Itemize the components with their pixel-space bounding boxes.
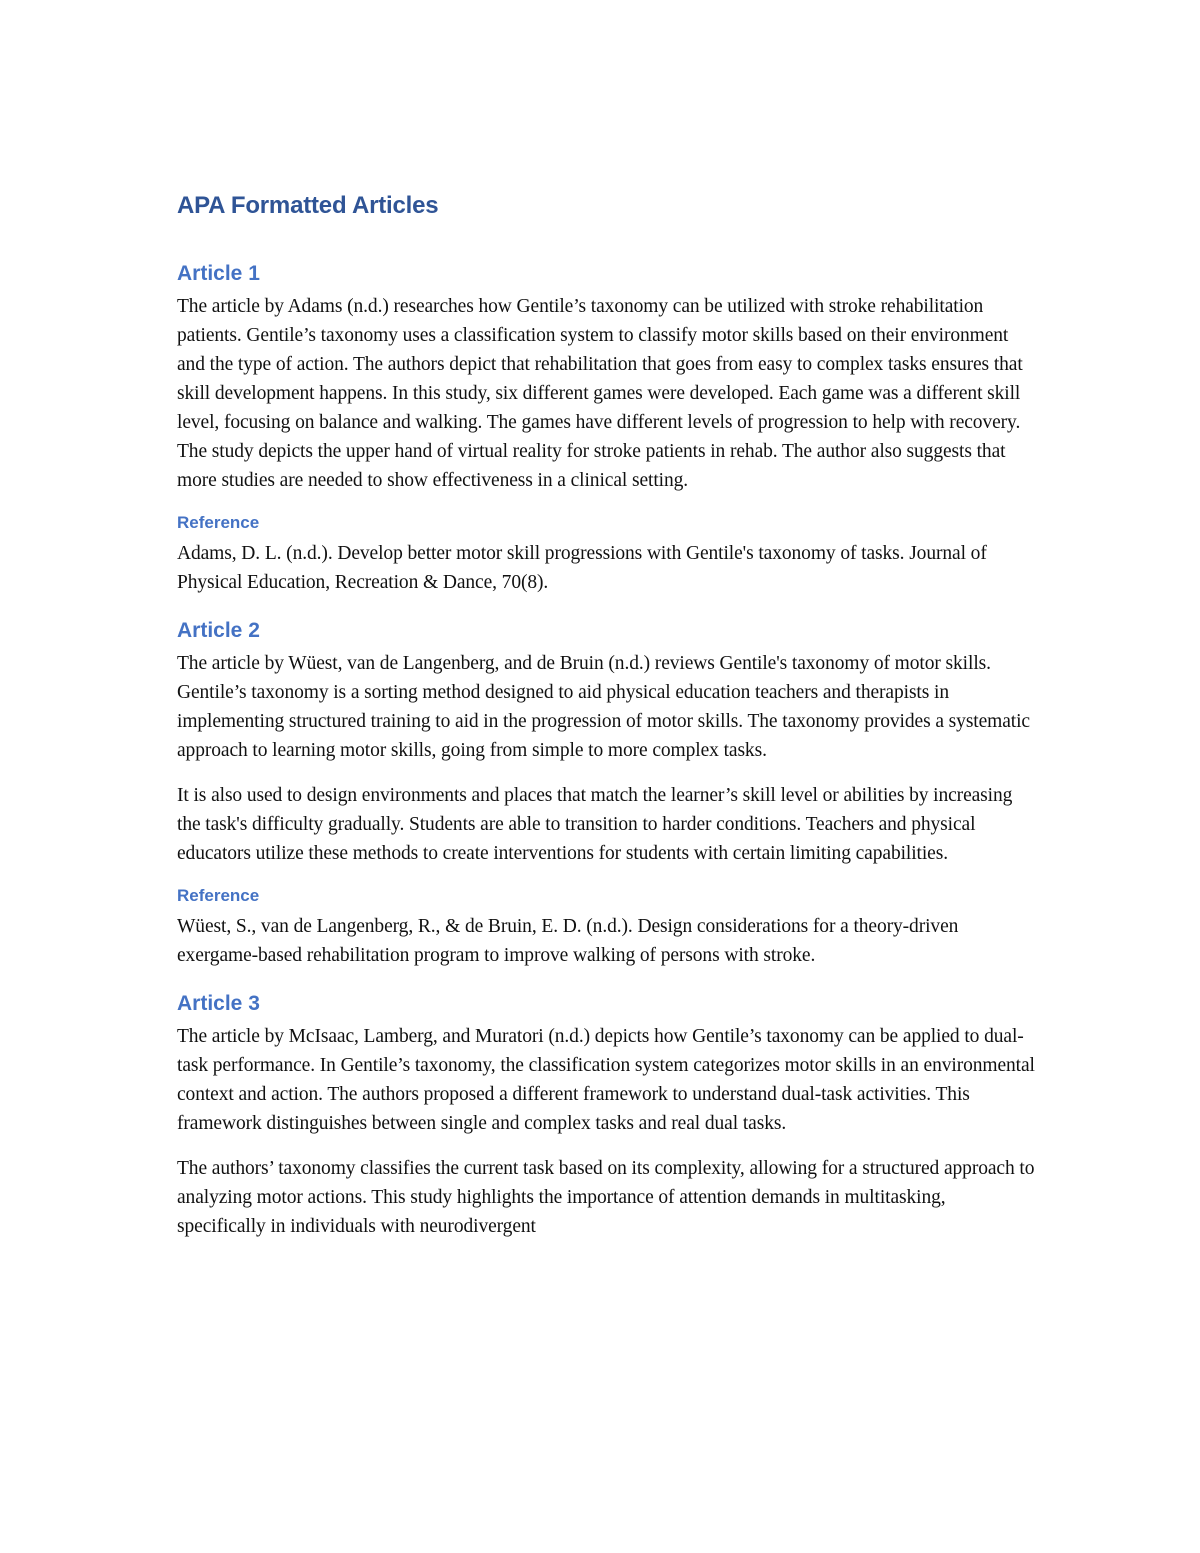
- article-2-reference-citation: Wüest, S., van de Langenberg, R., & de Bruin, E. D. (n.d.). Design considerations for a theory-driven exergame-based rehabilitation program to improve walking of persons with stroke.: [177, 916, 959, 966]
- article-2-summary-paragraph-1: The article by Wüest, van de Langenberg, and de Bruin (n.d.) reviews Gentile's taxonomy of motor skills. Gentile’s taxonomy is a sorting method designed to aid physical education teachers and therapists in implementing structured training to aid in the progression of motor skills. The taxonomy provides a systematic approach to learning motor skills, going from simple to more complex tasks.: [177, 653, 1030, 761]
- article-3-summary-paragraph-1: The article by McIsaac, Lamberg, and Muratori (n.d.) depicts how Gentile’s taxonomy can be applied to dual-task performance. In Gentile’s taxonomy, the classification system categorizes motor skills in an environmental context and action. The authors proposed a different framework to understand dual-task activities. This framework distinguishes between single and complex tasks and real dual tasks.: [177, 1026, 1035, 1134]
- article-3-heading: Article 3: [177, 992, 260, 1015]
- document-body: [177, 190, 1037, 1257]
- article-1-section: [177, 260, 1037, 597]
- article-2-heading: Article 2: [177, 619, 260, 642]
- article-1-reference-citation: Adams, D. L. (n.d.). Develop better motor skill progressions with Gentile's taxonomy of tasks. Journal of Physical Education, Recreation & Dance, 70(8).: [177, 543, 987, 593]
- article-3-section: [177, 990, 1037, 1241]
- article-2-reference-heading: Reference: [177, 886, 260, 905]
- article-1-summary-paragraph: The article by Adams (n.d.) researches how Gentile’s taxonomy can be utilized with stroke rehabilitation patients. Gentile’s taxonomy uses a classification system to classify motor skills based on their environment and the type of action. The authors depict that rehabilitation that goes from easy to complex tasks ensures that skill development happens. In this study, six different games were developed. Each game was a different skill level, focusing on balance and walking. The games have different levels of progression to help with recovery. The study depicts the upper hand of virtual reality for stroke patients in rehab. The author also suggests that more studies are needed to show effectiveness in a clinical setting.: [177, 296, 1023, 491]
- article-2-section: [177, 617, 1037, 970]
- article-1-reference-heading: Reference: [177, 513, 260, 532]
- article-1-heading: Article 1: [177, 262, 260, 285]
- article-2-summary-paragraph-2: It is also used to design environments and places that match the learner’s skill level or abilities by increasing the task's difficulty gradually. Students are able to transition to harder conditions. Teachers and physical educators utilize these methods to create interventions for students with certain limiting capabilities.: [177, 785, 1013, 864]
- document-title: APA Formatted Articles: [177, 192, 439, 219]
- article-3-summary-paragraph-2: The authors’ taxonomy classifies the current task based on its complexity, allowing for a structured approach to analyzing motor actions. This study highlights the importance of attention demands in multitasking, specifically in individuals with neurodivergent: [177, 1158, 1035, 1237]
